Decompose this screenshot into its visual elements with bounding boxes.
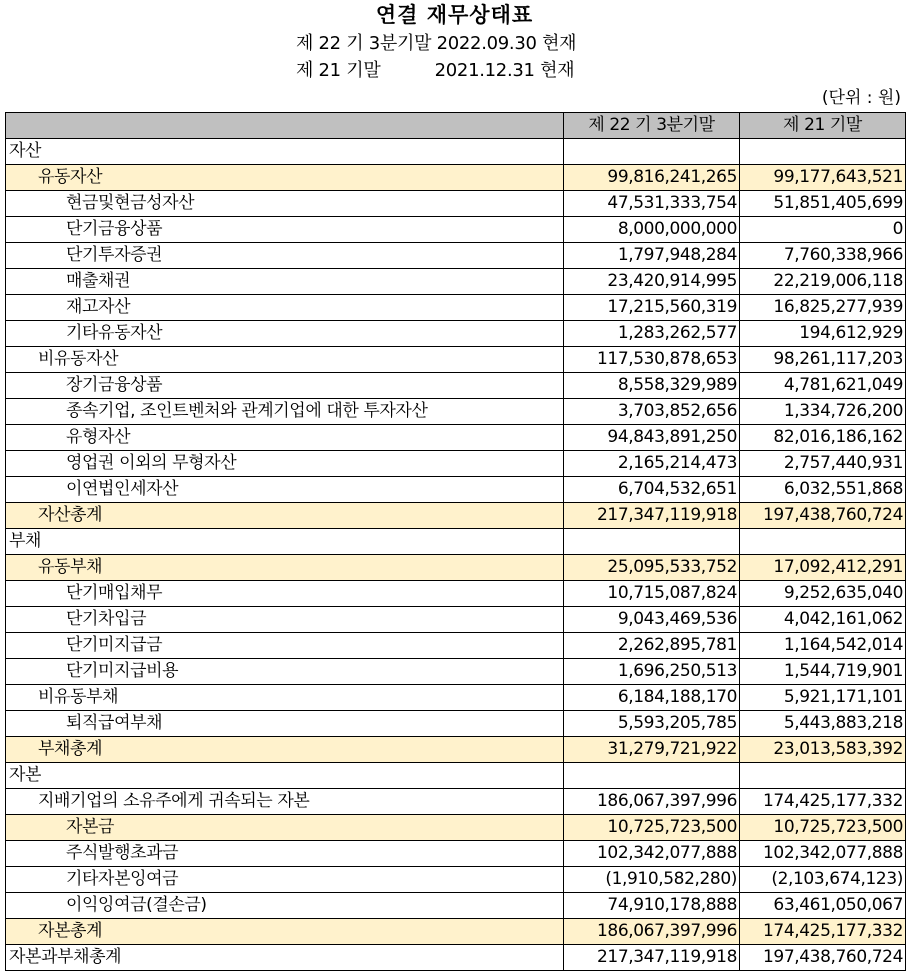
table-row: [6, 347, 906, 373]
period-current: 제 22 기 3분기말 2022.09.30 현재: [296, 33, 577, 54]
current-period-value: 8,000,000,000: [564, 217, 740, 243]
prior-period-value: 98,261,117,203: [740, 347, 906, 373]
account-label: 현금및현금성자산: [6, 191, 564, 217]
column-header-prior-period: 제 21 기말: [740, 113, 906, 139]
prior-period-value: 0: [740, 217, 906, 243]
account-label: 이연법인세자산: [6, 477, 564, 503]
prior-period-value: 10,725,723,500: [740, 815, 906, 841]
account-label: 단기차입금: [6, 607, 564, 633]
account-label: 자산총계: [6, 503, 564, 529]
account-label: 유동부채: [6, 555, 564, 581]
table-row: [6, 139, 906, 165]
table-row: [6, 815, 906, 841]
current-period-value: 9,043,469,536: [564, 607, 740, 633]
table-row: [6, 919, 906, 945]
prior-period-value: 23,013,583,392: [740, 737, 906, 763]
prior-period-value: 174,425,177,332: [740, 789, 906, 815]
account-label: 비유동자산: [6, 347, 564, 373]
account-label: 유동자산: [6, 165, 564, 191]
current-period-value: 17,215,560,319: [564, 295, 740, 321]
account-label: 자본총계: [6, 919, 564, 945]
table-row: [6, 295, 906, 321]
table-row: [6, 555, 906, 581]
table-row: [6, 321, 906, 347]
current-period-value: [564, 139, 740, 165]
account-label: 이익잉여금(결손금): [6, 893, 564, 919]
current-period-value: 6,184,188,170: [564, 685, 740, 711]
column-header-account: [6, 113, 564, 139]
account-label: 자본과부채총계: [6, 945, 564, 971]
account-label: 부채총계: [6, 737, 564, 763]
account-label: 단기미지급비용: [6, 659, 564, 685]
current-period-value: [564, 529, 740, 555]
prior-period-value: 197,438,760,724: [740, 945, 906, 971]
table-row: [6, 659, 906, 685]
current-period-value: 23,420,914,995: [564, 269, 740, 295]
current-period-value: 94,843,891,250: [564, 425, 740, 451]
current-period-value: 186,067,397,996: [564, 789, 740, 815]
current-period-value: 10,725,723,500: [564, 815, 740, 841]
current-period-value: 1,696,250,513: [564, 659, 740, 685]
current-period-value: 217,347,119,918: [564, 945, 740, 971]
prior-period-value: 22,219,006,118: [740, 269, 906, 295]
table-row: [6, 503, 906, 529]
table-row: [6, 893, 906, 919]
balance-sheet-table: [5, 112, 906, 971]
current-period-value: 1,797,948,284: [564, 243, 740, 269]
current-period-value: 2,262,895,781: [564, 633, 740, 659]
account-label: 단기미지급금: [6, 633, 564, 659]
table-row: [6, 269, 906, 295]
account-label: 비유동부채: [6, 685, 564, 711]
table-row: [6, 737, 906, 763]
account-label: 단기매입채무: [6, 581, 564, 607]
table-row: [6, 581, 906, 607]
account-label: 기타자본잉여금: [6, 867, 564, 893]
prior-period-value: 1,334,726,200: [740, 399, 906, 425]
table-row: [6, 633, 906, 659]
current-period-value: 47,531,333,754: [564, 191, 740, 217]
table-row: [6, 399, 906, 425]
prior-period-value: 197,438,760,724: [740, 503, 906, 529]
prior-period-value: 174,425,177,332: [740, 919, 906, 945]
table-row: [6, 373, 906, 399]
account-label: 장기금융상품: [6, 373, 564, 399]
period-prior: 제 21 기말 2021.12.31 현재: [296, 60, 575, 81]
account-label: 자산: [6, 139, 564, 165]
current-period-value: 31,279,721,922: [564, 737, 740, 763]
account-label: 기타유동자산: [6, 321, 564, 347]
table-row: [6, 763, 906, 789]
table-row: [6, 451, 906, 477]
table-header-row: [6, 113, 906, 139]
prior-period-value: 17,092,412,291: [740, 555, 906, 581]
account-label: 자본금: [6, 815, 564, 841]
table-row: [6, 945, 906, 971]
prior-period-value: 5,921,171,101: [740, 685, 906, 711]
current-period-value: 1,283,262,577: [564, 321, 740, 347]
current-period-value: 6,704,532,651: [564, 477, 740, 503]
account-label: 단기투자증권: [6, 243, 564, 269]
prior-period-value: [740, 529, 906, 555]
account-label: 단기금융상품: [6, 217, 564, 243]
prior-period-value: 99,177,643,521: [740, 165, 906, 191]
prior-period-value: (2,103,674,123): [740, 867, 906, 893]
account-label: 지배기업의 소유주에게 귀속되는 자본: [6, 789, 564, 815]
prior-period-value: 7,760,338,966: [740, 243, 906, 269]
account-label: 주식발행초과금: [6, 841, 564, 867]
table-row: [6, 841, 906, 867]
prior-period-value: 102,342,077,888: [740, 841, 906, 867]
prior-period-value: 5,443,883,218: [740, 711, 906, 737]
current-period-value: 5,593,205,785: [564, 711, 740, 737]
table-row: [6, 711, 906, 737]
table-row: [6, 243, 906, 269]
table-row: [6, 217, 906, 243]
current-period-value: (1,910,582,280): [564, 867, 740, 893]
prior-period-value: 16,825,277,939: [740, 295, 906, 321]
current-period-value: 74,910,178,888: [564, 893, 740, 919]
current-period-value: 8,558,329,989: [564, 373, 740, 399]
prior-period-value: [740, 139, 906, 165]
table-row: [6, 529, 906, 555]
current-period-value: [564, 763, 740, 789]
current-period-value: 2,165,214,473: [564, 451, 740, 477]
table-row: [6, 685, 906, 711]
current-period-value: 217,347,119,918: [564, 503, 740, 529]
table-row: [6, 867, 906, 893]
table-row: [6, 425, 906, 451]
prior-period-value: 4,781,621,049: [740, 373, 906, 399]
column-header-current-period: 제 22 기 3분기말: [564, 113, 740, 139]
account-label: 부채: [6, 529, 564, 555]
prior-period-value: 9,252,635,040: [740, 581, 906, 607]
account-label: 영업권 이외의 무형자산: [6, 451, 564, 477]
prior-period-value: 4,042,161,062: [740, 607, 906, 633]
current-period-value: 99,816,241,265: [564, 165, 740, 191]
account-label: 퇴직급여부채: [6, 711, 564, 737]
unit-label: (단위 : 원): [821, 88, 901, 108]
account-label: 자본: [6, 763, 564, 789]
current-period-value: 3,703,852,656: [564, 399, 740, 425]
prior-period-value: 194,612,929: [740, 321, 906, 347]
prior-period-value: 1,164,542,014: [740, 633, 906, 659]
prior-period-value: 1,544,719,901: [740, 659, 906, 685]
account-label: 유형자산: [6, 425, 564, 451]
table-row: [6, 789, 906, 815]
current-period-value: 117,530,878,653: [564, 347, 740, 373]
account-label: 종속기업, 조인트벤처와 관계기업에 대한 투자자산: [6, 399, 564, 425]
table-row: [6, 477, 906, 503]
current-period-value: 102,342,077,888: [564, 841, 740, 867]
prior-period-value: 63,461,050,067: [740, 893, 906, 919]
table-row: [6, 165, 906, 191]
current-period-value: 25,095,533,752: [564, 555, 740, 581]
table-row: [6, 191, 906, 217]
current-period-value: 10,715,087,824: [564, 581, 740, 607]
account-label: 매출채권: [6, 269, 564, 295]
prior-period-value: 6,032,551,868: [740, 477, 906, 503]
account-label: 재고자산: [6, 295, 564, 321]
statement-title: 연결 재무상태표: [375, 3, 534, 27]
prior-period-value: 51,851,405,699: [740, 191, 906, 217]
prior-period-value: 82,016,186,162: [740, 425, 906, 451]
table-row: [6, 607, 906, 633]
prior-period-value: [740, 763, 906, 789]
current-period-value: 186,067,397,996: [564, 919, 740, 945]
prior-period-value: 2,757,440,931: [740, 451, 906, 477]
